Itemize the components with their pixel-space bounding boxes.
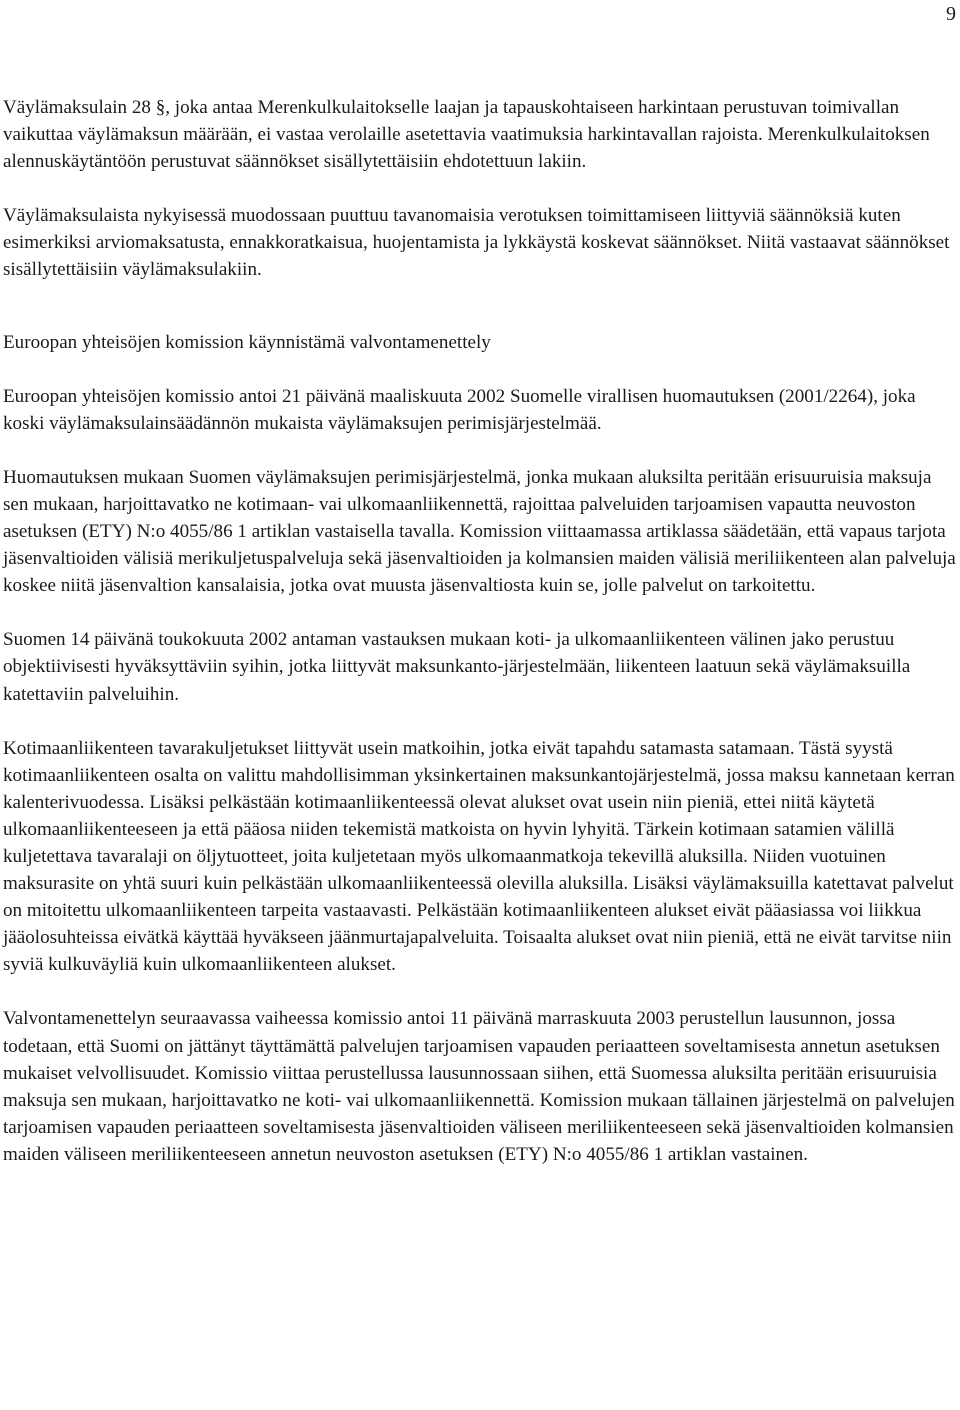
document-body [3, 94, 957, 1168]
paragraph-spacer [3, 437, 957, 464]
paragraph-spacer [3, 978, 957, 1005]
paragraph-spacer [3, 599, 957, 626]
page-number: 9 [946, 3, 956, 25]
section-heading: Euroopan yhteisöjen komission käynnistämä valvontamenettely [3, 331, 491, 353]
paragraph-spacer [3, 356, 957, 383]
paragraph-missing-tax-provisions: Väylämaksulaista nykyisessä muodossaan puuttuu tavanomaisia verotuksen toimittamiseen liittyviä säännöksiä kuten esimerkiksi arviomaksatusta, ennakkoratkaisua, huojentamista ja lykkäystä koskevat säännökset. Niitä vastaavat säännökset sisällytettäisiin väylämaksulakiin. [3, 205, 950, 281]
paragraph-finland-response: Suomen 14 päivänä toukokuuta 2002 antaman vastauksen mukaan koti- ja ulkomaanliikenteen välinen jako perustuu objektiivisesti hyväksyttäviin syihin, jotka liittyvät maksunkanto-järjestelmään, liikenteen laatuun sekä väylämaksuilla katettaviin palveluihin. [3, 629, 911, 705]
paragraph-reasoned-opinion: Valvontamenettelyn seuraavassa vaiheessa komissio antoi 11 päivänä marraskuuta 2003 perustellun lausunnon, jossa todetaan, että Suomi on jättänyt täyttämättä palvelujen tarjoamisen vapauden periaatteen soveltamisesta annetun asetuksen mukaiset velvollisuudet. Komissio viittaa perustellussa lausunnossaan siihen, että Suomessa aluksilta peritään erisuuruisia maksuja sen mukaan, harjoittavatko ne koti- vai ulkomaanliikennettä. Komission mukaan tällainen järjestelmä on palvelujen tarjoamisen vapauden periaatteen soveltamisesta jäsenvaltioiden väliseen meriliikenteeseen sekä jäsenvaltioiden kolmansien maiden väliseen meriliikenteeseen annetun neuvoston asetuksen (ETY) N:o 4055/86 1 artiklan vastainen. [3, 1008, 955, 1165]
paragraph-commission-notice: Euroopan yhteisöjen komissio antoi 21 päivänä maaliskuuta 2002 Suomelle virallisen huomautuksen (2001/2264), joka koski väylämaksulainsäädännön mukaista väylämaksujen perimisjärjestelmää. [3, 385, 916, 434]
paragraph-notice-content: Huomautuksen mukaan Suomen väylämaksujen perimisjärjestelmä, jonka mukaan aluksilta peritään erisuuruisia maksuja sen mukaan, harjoittavatko ne kotimaan- vai ulkomaanliikennettä, rajoittaa palveluiden tarjoamisen vapautta neuvoston asetuksen (ETY) N:o 4055/86 1 artiklan vastaisella tavalla. Komission viittaamassa artiklassa säädetään, että vapaus tarjota jäsenvaltioiden välisiä merikuljetuspalveluja sekä jäsenvaltioiden ja kolmansien maiden välisiä meriliikenteen alan palveluja koskee niitä jäsenvaltion kansalaisia, jotka ovat muusta jäsenvaltiosta kuin se, jolle palvelut on tarkoitettu. [3, 466, 956, 597]
section-spacer [3, 284, 957, 329]
paragraph-domestic-traffic: Kotimaanliikenteen tavarakuljetukset liittyvät usein matkoihin, jotka eivät tapahdu satamasta satamaan. Tästä syystä kotimaanliikenteen osalta on valittu mahdollisimman yksinkertainen maksunkantojärjestelmä, jossa maksu kannetaan kerran kalenterivuodessa. Lisäksi pelkästään kotimaanliikenteessä olevat alukset ovat usein niin pieniä, ettei niitä käytetä ulkomaanliikenteeseen ja että pääosa niiden tekemistä matkoista on hyvin lyhyitä. Tärkein kotimaan satamien välillä kuljetettava tavaralaji on öljytuotteet, joita kuljetetaan myös ulkomaanmatkoja tekevillä aluksilla. Niiden vuotuinen maksurasite on yhtä suuri kuin pelkästään ulkomaanliikenteessä olevilla aluksilla. Lisäksi väylämaksuilla katettavat palvelut on mitoitettu ulkomaanliikenteen tarpeita vastaavasti. Pelkästään kotimaanliikenteen alukset eivät pääasiassa voi liikkua jääolosuhteissa eivätkä käyttää hyväkseen jäänmurtajapalveluita. Toisaalta alukset ovat niin pieniä, että ne eivät tarvitse niin syviä kulkuväyliä kuin ulkomaanliikenteen alukset. [3, 737, 955, 976]
paragraph-fairway-dues-section-28: Väylämaksulain 28 §, joka antaa Merenkulkulaitokselle laajan ja tapauskohtaiseen harkintaan perustuvan toimivallan vaikuttaa väylämaksun määrään, ei vastaa verolaille asetettavia vaatimuksia harkintavallan rajoista. Merenkulkulaitoksen alennuskäytäntöön perustuvat säännökset sisällytettäisiin ehdotettuun lakiin. [3, 97, 930, 173]
paragraph-spacer [3, 708, 957, 735]
paragraph-spacer [3, 175, 957, 202]
